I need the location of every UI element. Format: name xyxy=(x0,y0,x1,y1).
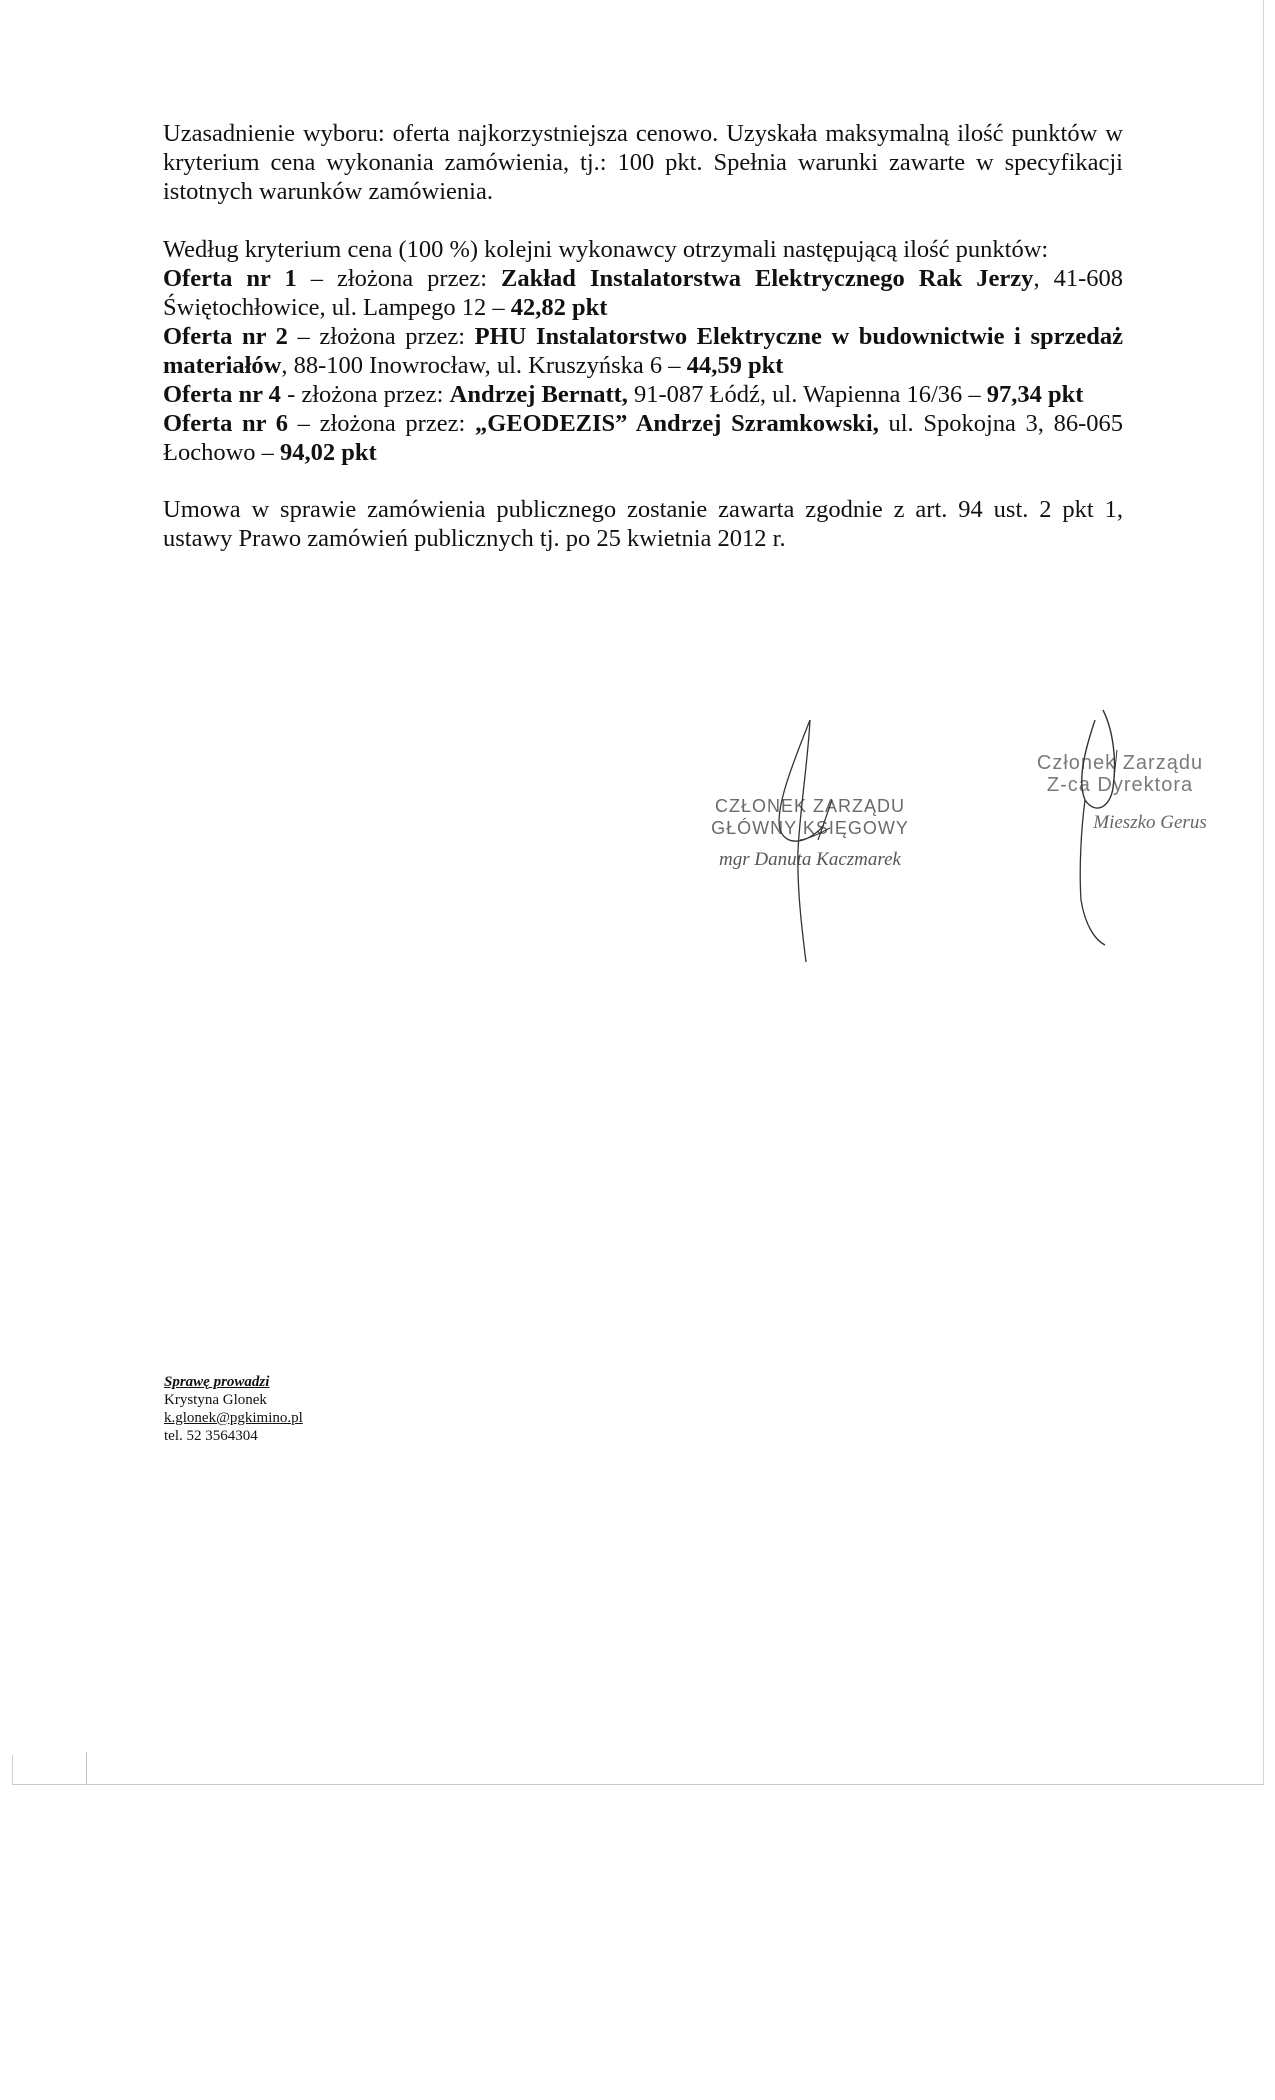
handwritten-signature-left xyxy=(740,700,890,970)
contact-heading: Sprawę prowadzi xyxy=(164,1374,270,1390)
offer-separator: – złożona przez: xyxy=(296,265,502,292)
page-edge-left xyxy=(12,1755,13,1785)
offer-company: Zakład Instalatorstwa Elektrycznego Rak Jerzy xyxy=(501,265,1034,292)
offer-points: 44,59 pkt xyxy=(686,352,784,379)
signatory-name: mgr Danuta Kaczmarek xyxy=(719,849,901,870)
offer-points: 42,82 pkt xyxy=(510,294,608,321)
offer-item-2 xyxy=(163,322,1123,380)
justification-paragraph xyxy=(163,119,1123,206)
offer-company: Andrzej Bernatt, xyxy=(449,381,628,408)
offer-address: ul. Spokojna 3, 86-065 Łochowo – xyxy=(163,410,1123,466)
offer-company: PHU Instalatorstwo Elektryczne w budownictwie i sprzedaż materiałów xyxy=(163,323,1124,379)
criterion-intro: Według kryterium cena (100 %) kolejni wykonawcy otrzymali następującą ilość punktów: xyxy=(163,236,1049,263)
page-edge-tick xyxy=(86,1752,87,1784)
contract-note-paragraph xyxy=(163,495,1123,553)
stamp-line-1: CZŁONEK ZARZĄDU xyxy=(714,796,906,816)
offer-points: 94,02 pkt xyxy=(280,439,377,466)
stamp-line-2: GŁÓWNY KSIĘGOWY xyxy=(711,818,909,838)
offer-company: „GEODEZIS” Andrzej Szramkowski, xyxy=(474,410,879,437)
stamp-line-1: Członek Zarządu xyxy=(1036,752,1204,774)
offer-separator: – złożona przez: xyxy=(288,410,475,437)
contact-email-link[interactable]: k.glonek@pgkimino.pl xyxy=(164,1410,303,1426)
justification-text: Uzasadnienie wyboru: oferta najkorzystniejsza cenowo. Uzyskała maksymalną ilość punktów w kryterium cena wykonania zamówienia, tj.: 100 pkt. Spełnia warunki zawarte w specyfikacji istotnych warunków zamówienia. xyxy=(163,120,1123,205)
contract-note-text: Umowa w sprawie zamówienia publicznego zostanie zawarta zgodnie z art. 94 ust. 2 pkt 1, ustawy Prawo zamówień publicznych tj. po 25 kwietnia 2012 r. xyxy=(163,496,1123,552)
contact-name: Krystyna Glonek xyxy=(164,1392,267,1408)
offer-label: Oferta nr 4 xyxy=(163,381,281,408)
offer-address: , 41-608 Świętochłowice, ul. Lampego 12 – xyxy=(163,265,1123,321)
contact-phone: tel. 52 3564304 xyxy=(164,1428,258,1444)
offers-section xyxy=(163,235,1123,467)
offer-label: Oferta nr 2 xyxy=(163,323,288,350)
signatory-name: Mieszko Gerus xyxy=(1093,812,1207,833)
offer-points: 97,34 pkt xyxy=(986,381,1084,408)
stamp-line-2: Z-ca Dyrektora xyxy=(1046,774,1194,796)
offer-label: Oferta nr 1 xyxy=(163,265,297,292)
handwritten-signature-right xyxy=(1055,700,1175,950)
offer-separator: - złożona przez: xyxy=(280,381,450,408)
offer-item-1 xyxy=(163,264,1123,322)
offer-address: 91-087 Łódź, ul. Wapienna 16/36 – xyxy=(627,381,987,408)
offer-separator: – złożona przez: xyxy=(287,323,475,350)
offer-label: Oferta nr 6 xyxy=(163,410,289,437)
offer-item-6 xyxy=(163,409,1123,467)
offer-address: , 88-100 Inowrocław, ul. Kruszyńska 6 – xyxy=(281,352,687,379)
offer-item-4 xyxy=(163,380,1123,409)
contact-block xyxy=(164,1373,303,1445)
